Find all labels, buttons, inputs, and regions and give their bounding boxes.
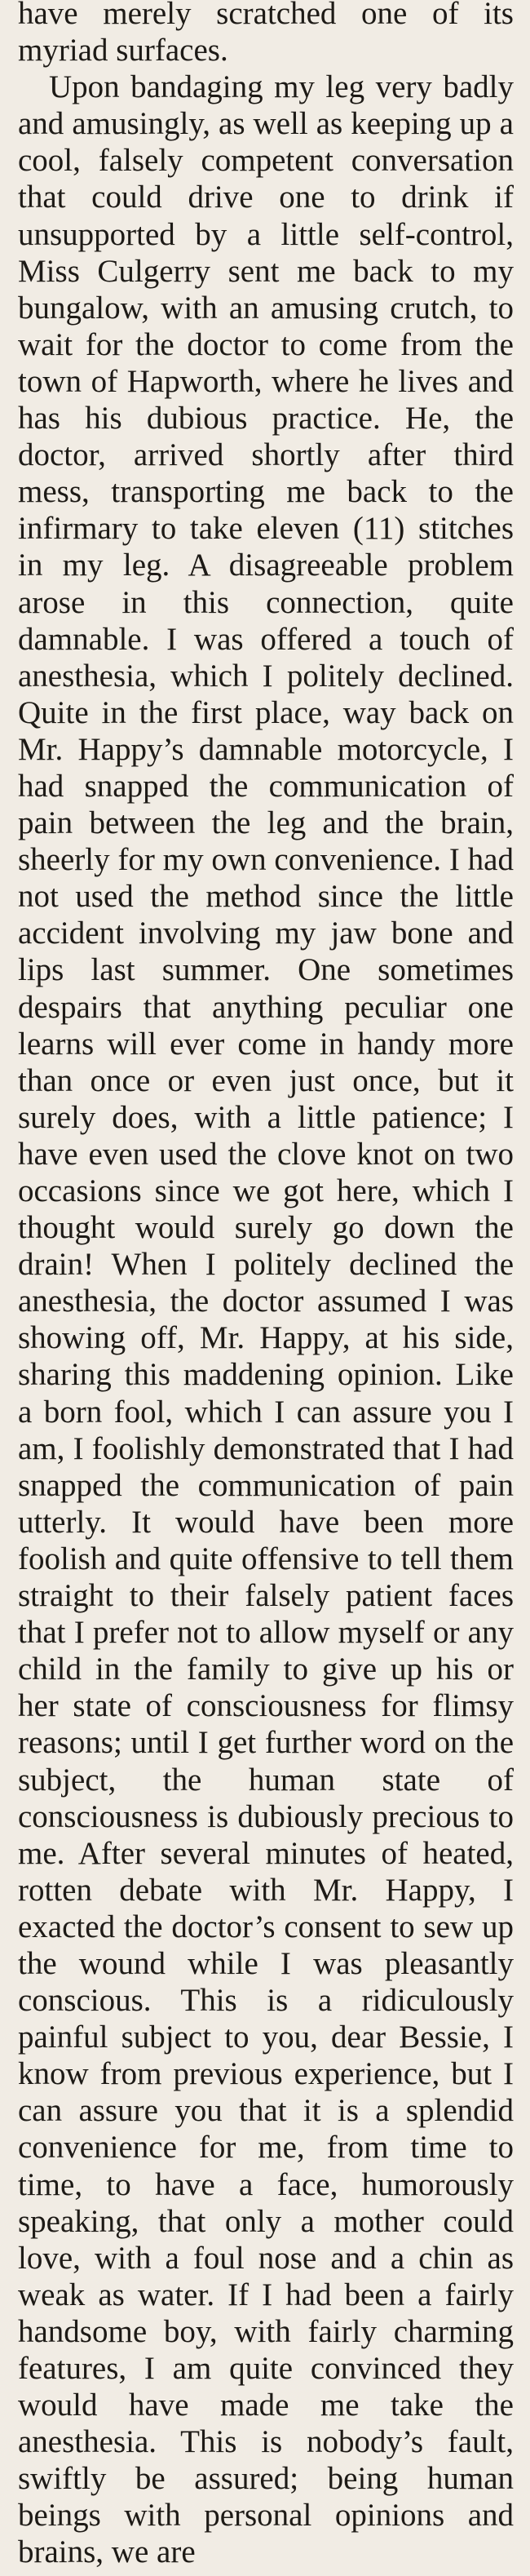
paragraph-main: Upon bandaging my leg very badly and amusingly, as well as keeping up a cool, falsely competent conversation that could drive one to drink if unsupported by a little self-control, Miss Culgerry sent me back to my bungalow, with an amusing crutch, to wait for the doctor to come from the town of Hapworth, where he lives and has his dubious practice. He, the doctor, arrived shortly after third mess, transporting me back to the infirmary to take eleven (11) stitches in my leg. A disagreeable problem arose in this connection, quite damnable. I was offered a touch of anesthesia, which I politely declined. Quite in the first place, way back on Mr. Happy’s damnable motorcycle, I had snapped the communication of pain between the leg and the brain, sheerly for my own convenience. I had not used the method since the little accident involving my jaw bone and lips last summer. One sometimes despairs that anything peculiar one learns will ever come in handy more than once or even just once, but it surely does, with a little patience; I have even used the clove knot on two occasions since we got here, which I thought would surely go down the drain! When I politely declined the anesthesia, the doctor assumed I was showing off, Mr. Happy, at his side, sharing this maddening opinion. Like a born fool, which I can assure you I am, I foolishly demonstrated that I had snapped the communication of pain utterly. It would have been more foolish and quite offensive to tell them straight to their falsely patient faces that I prefer not to allow myself or any child in the family to give up his or her state of consciousness for flimsy reasons; until I get further word on the subject, the human state of consciousness is dubiously precious to me. After several minutes of heated, rotten debate with Mr. Happy, I exacted the doctor’s consent to sew up the wound while I was pleasantly conscious. This is a ridiculously painful subject to you, dear Bessie, I know from previous experience, but I can assure you that it is a splendid convenience for me, from time to time, to have a face, humorously speaking, that only a mother could love, with a foul nose and a chin as weak as water. If I had been a fairly handsome boy, with fairly charming features, I am quite convinced they would have made me take the anesthesia. This is nobody’s fault, swiftly be assured; being human beings with personal opinions and brains, we are [18, 69, 514, 2570]
paragraph-continuation: have merely scratched one of its myriad surfaces. [18, 0, 514, 69]
